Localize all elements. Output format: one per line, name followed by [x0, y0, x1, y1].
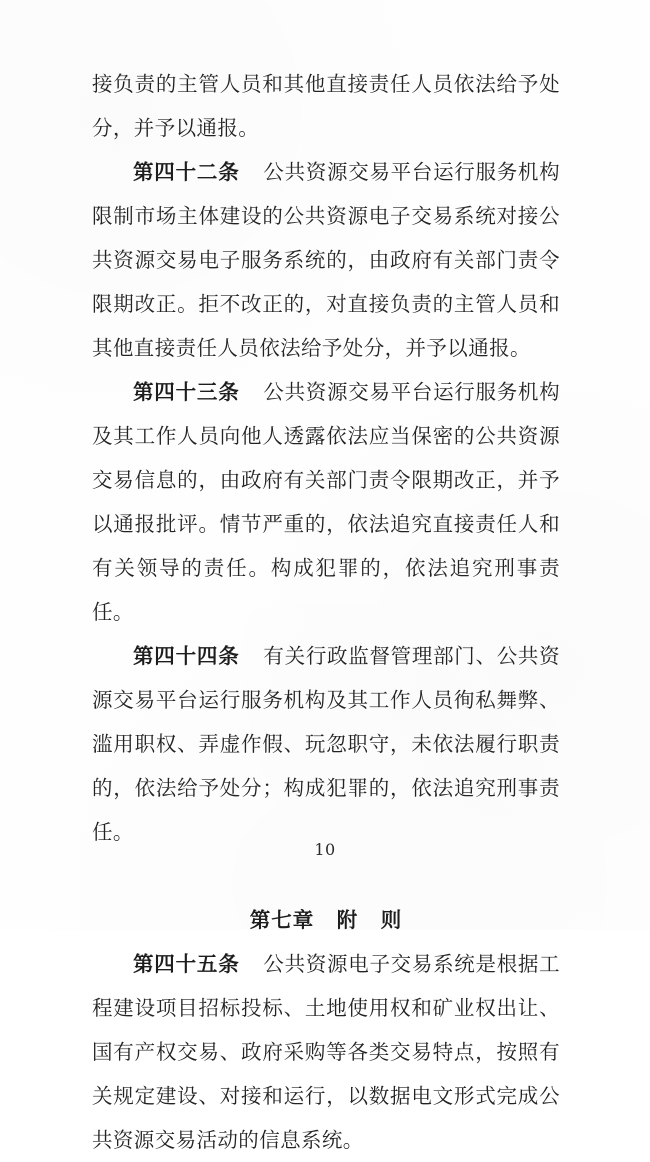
chapter-title-second-char: 则 [380, 908, 403, 932]
chapter-number: 第七章 [249, 908, 315, 932]
paragraph-article-43 [92, 370, 560, 634]
paragraph-article-41-continuation [92, 62, 560, 150]
article-number-label: 第四十二条 [133, 160, 240, 184]
paragraph-text: 公共资源电子交易系统是根据工程建设项目招标投标、土地使用权和矿业权出让、国有产权交易、政府采购等各类交易特点，按照有关规定建设、对接和运行，以数据电文形式完成公共资源交易活动的信息系统。 [92, 952, 561, 1152]
paragraph-text: 接负责的主管人员和其他直接责任人员依法给予处分，并予以通报。 [92, 72, 560, 140]
chapter-heading-spacer [92, 854, 560, 898]
chapter-title-first-char: 附 [336, 908, 359, 932]
article-number-label: 第四十三条 [133, 380, 240, 404]
paragraph-article-44 [92, 634, 560, 854]
paragraph-text: 公共资源交易平台运行服务机构限制市场主体建设的公共资源电子交易系统对接公共资源交易电子服务系统的，由政府有关部门责令限期改正。拒不改正的，对直接负责的主管人员和其他直接责任人员依法给予处分，并予以通报。 [92, 160, 561, 360]
chapter-heading [92, 898, 560, 942]
paragraph-text: 有关行政监督管理部门、公共资源交易平台运行服务机构及其工作人员徇私舞弊、滥用职权、弄虚作假、玩忽职守，未依法履行职责的，依法给予处分；构成犯罪的，依法追究刑事责任。 [92, 644, 561, 844]
document-text-column [92, 62, 560, 1162]
paragraph-article-42 [92, 150, 560, 370]
article-number-label: 第四十四条 [133, 644, 240, 668]
paragraph-text: 公共资源交易平台运行服务机构及其工作人员向他人透露依法应当保密的公共资源交易信息的，由政府有关部门责令限期改正，并予以通报批评。情节严重的，依法追究直接责任人和有关领导的责任。构成犯罪的，依法追究刑事责任。 [92, 380, 561, 624]
article-number-label: 第四十五条 [133, 952, 240, 976]
paragraph-article-45 [92, 942, 560, 1162]
page-number: 10 [314, 840, 336, 859]
